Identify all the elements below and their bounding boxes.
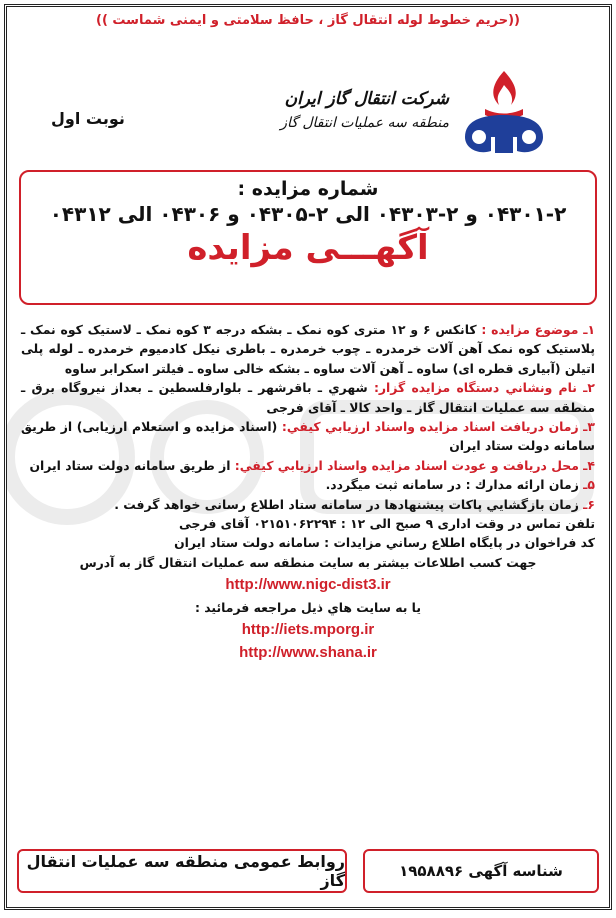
item-text: کانکس ۶ و ۱۲ متری کوه نمک ـ بشکه درجه ۳ کوه نمک ـ لاستیک کوه نمک ـ پلاستیک کوه نمک آهن آلات خرمدره ـ چوب خرمدره ـ باطری نیکل کادمیوم خرمدره ـ لوله پلی اتیلن (آبیاری قطره ای) ساوه ـ آهن آلات ساوه ـ بشکه خالی ساوه ـ فیلتر اسکرابر ساوه [21,322,595,376]
company-block [280,89,449,131]
contact-line: تلفن تماس در وقت اداری ۹ صبح الی ۱۲ : ۰۲۱۵۱۰۶۲۲۹۴ آقای فرجی [179,516,595,532]
company-name: شرکت انتقال گاز ایران [284,89,449,109]
item-text: شهري ـ باقرشهر ـ بلوارفلسطین ـ بعداز نیروگاه برق ـ منطقه سه عملیات انتقال گاز ـ واحد کالا ـ آقای فرجی [21,380,595,415]
safety-slogan: ((حریم خطوط لوله انتقال گاز ، حافظ سلامتی و ایمنی شماست )) [96,13,520,28]
auction-number-value: ۰۴۳۰۱-۲ و ۲-۰۴۳۰۳ الی ۲-۰۴۳۰۵ و ۰۴۳۰۶ الی ۰۴۳۱۲ [49,202,567,226]
item-text: (اسناد مزایده و استعلام ارزیابی) از طريق سامانه دولت ستاد ايران [21,419,595,454]
ad-id-box: شناسه آگهی ۱۹۵۸۸۹۶ [363,849,599,893]
item-receive-place [21,456,595,475]
or-sites-line: یا به سایت هاي ذیل مراجعه فرمائید : [195,599,421,615]
round-label: نوبت اول [51,109,125,128]
item-label: ۳ـ زمان دریافت اسناد مزایده واسناد ارزيابي كيفي: [281,419,595,435]
item-label: ۶ـ [583,496,595,512]
item-receive-time [21,417,595,456]
item-opening-time [21,495,595,514]
item-text: از طریق سامانه دولت ستاد ایران [29,457,235,473]
portal-line: كد فراخوان در پايگاه اطلاع رساني مزایدات : سامانه دولت ستاد ایران [174,535,595,551]
item-label: ۱ـ موضوع مزایده : [481,322,596,337]
auction-number-label: شماره مزایده : [237,178,379,200]
item-text: زمان ارائه مدارك : در سامانه ثبت میگردد. [325,477,584,493]
iets-website-link[interactable]: http://iets.mporg.ir [241,621,375,639]
item-label: ۴ـ محل دریافت و عودت اسناد مزایده واسناد ارزيابي كيفي: [234,457,595,473]
header [7,59,609,159]
notice-body [21,320,595,665]
nigc-flame-logo-icon [457,65,551,159]
item-organizer [21,378,595,417]
title-box [19,170,597,305]
item-submit-time [21,475,595,494]
more-info-line: جهت کسب اطلاعات بیشتر به سایت منطقه سه عملیات انتقال گاز به آدرس [79,554,537,570]
auction-notice [4,4,612,910]
item-text: زمان بازگشايي پاكات پیشنهادها در سامانه ستاد اطلاع رسانی خواهد گرفت . [114,496,584,512]
footer [17,849,599,895]
company-region: منطقه سه عملیات انتقال گاز [280,115,449,131]
item-subject [21,320,595,378]
notice-title: آگهـــی مزایده [187,228,429,268]
nigc-website-link[interactable]: http://www.nigc-dist3.ir [225,576,391,594]
item-label: ۲ـ نام ونشاني دستگاه مزایده گزار: [373,380,595,396]
item-label: ۵ـ [583,477,595,493]
shana-website-link[interactable]: http://www.shana.ir [239,643,377,661]
public-relations-box: روابط عمومی منطقه سه عملیات انتقال گاز [17,849,347,893]
